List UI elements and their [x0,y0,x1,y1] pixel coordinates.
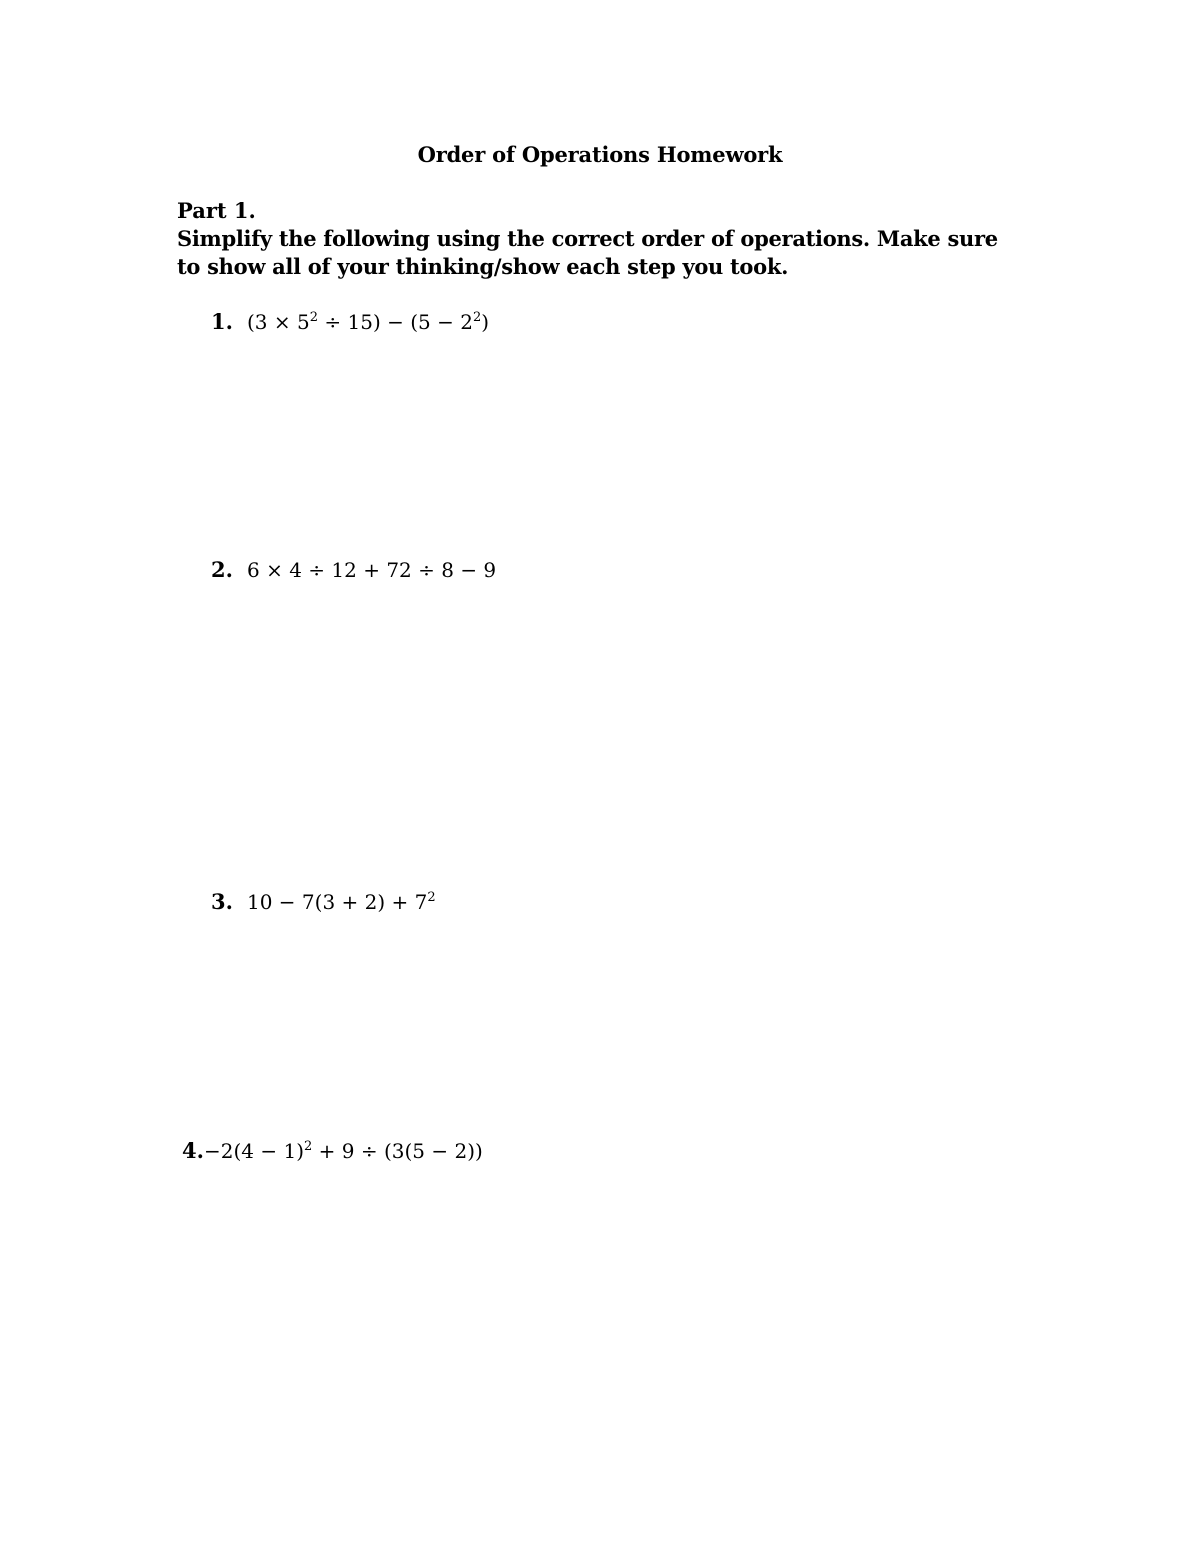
exponent: 2 [427,890,436,905]
expression-segment: (3 × 5 [247,310,310,334]
problem-number: 1. [211,309,233,334]
expression-segment: + 9 ÷ (3(5 − 2)) [312,1139,483,1163]
exponent: 2 [472,310,482,325]
part-heading: Part 1. [177,198,256,223]
problem-expression [247,890,436,914]
exponent: 2 [309,310,319,325]
problem-number: 2. [211,557,233,582]
problem-2 [211,557,496,582]
page-title: Order of Operations Homework [417,142,783,167]
exponent: 2 [304,1139,313,1154]
problem-1 [211,309,489,334]
problem-number: 3. [211,889,233,914]
problem-number: 4. [182,1138,204,1163]
problem-4 [182,1138,483,1163]
expression-segment: ÷ 15) − (5 − 2 [318,310,473,334]
problem-expression [247,310,489,334]
problem-expression [247,558,496,582]
problem-3 [211,889,436,914]
problem-expression [204,1139,483,1163]
expression-segment: 10 − 7(3 + 2) + 7 [247,890,428,914]
expression-segment: −2(4 − 1) [204,1139,305,1163]
instructions-text: Simplify the following using the correct order of operations. Make sure to show all of your thinking/show each step you took. [177,226,998,279]
expression-segment: 6 × 4 ÷ 12 + 72 ÷ 8 − 9 [247,558,497,582]
expression-segment: ) [481,310,490,334]
